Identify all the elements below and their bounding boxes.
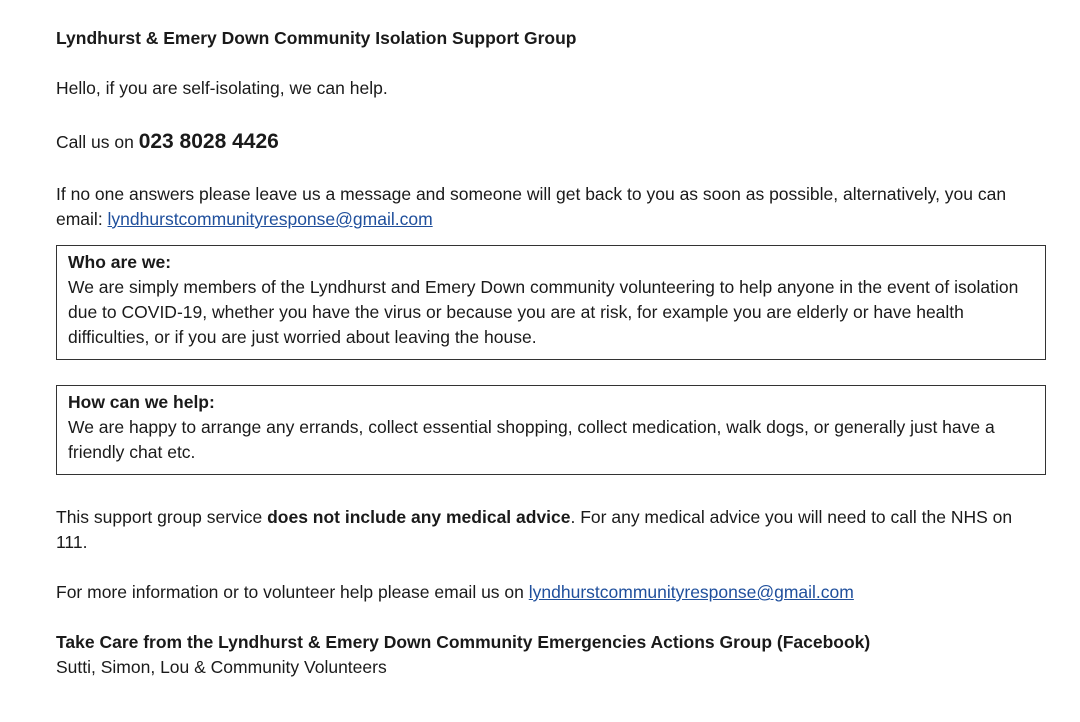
call-line [56, 129, 1046, 155]
medical-disclaimer [56, 505, 1046, 555]
who-are-we-heading: Who are we: [68, 252, 172, 272]
answer-paragraph [56, 182, 1046, 232]
document-title: Lyndhurst & Emery Down Community Isolation Support Group [56, 28, 577, 48]
call-prefix: Call us on [56, 132, 139, 152]
more-info-email-link[interactable]: lyndhurstcommunityresponse@gmail.com [528, 582, 854, 602]
signoff-title: Take Care from the Lyndhurst & Emery Down Community Emergencies Actions Group (Facebook) [56, 632, 871, 652]
how-can-we-help-body: We are happy to arrange any errands, collect essential shopping, collect medication, walk dogs, or generally just have a friendly chat etc. [68, 417, 995, 462]
more-info-text: For more information or to volunteer help please email us on [56, 582, 529, 602]
answer-text: If no one answers please leave us a message and someone will get back to you as soon as possible, alternatively, you can email: [56, 184, 1007, 229]
greeting-text: Hello, if you are self-isolating, we can help. [56, 78, 388, 98]
who-are-we-body: We are simply members of the Lyndhurst and Emery Down community volunteering to help anyone in the event of isolation due to COVID-19, whether you have the virus or because you are at risk, for example you are elderly or have health difficulties, or if you are just worried about leaving the house. [68, 277, 1019, 347]
disclaimer-suffix: . For any medical advice you will need to call the NHS on 111. [56, 507, 1013, 552]
phone-number: 023 8028 4426 [138, 130, 279, 153]
email-link[interactable]: lyndhurstcommunityresponse@gmail.com [107, 209, 433, 229]
disclaimer-bold: does not include any medical advice [267, 507, 571, 527]
more-info-paragraph [56, 580, 1046, 605]
how-can-we-help-heading: How can we help: [68, 392, 215, 412]
signoff-names: Sutti, Simon, Lou & Community Volunteers [56, 657, 387, 677]
how-can-we-help-box [56, 385, 1046, 475]
who-are-we-box [56, 245, 1046, 360]
document-page [56, 24, 1046, 680]
disclaimer-prefix: This support group service [56, 507, 268, 527]
